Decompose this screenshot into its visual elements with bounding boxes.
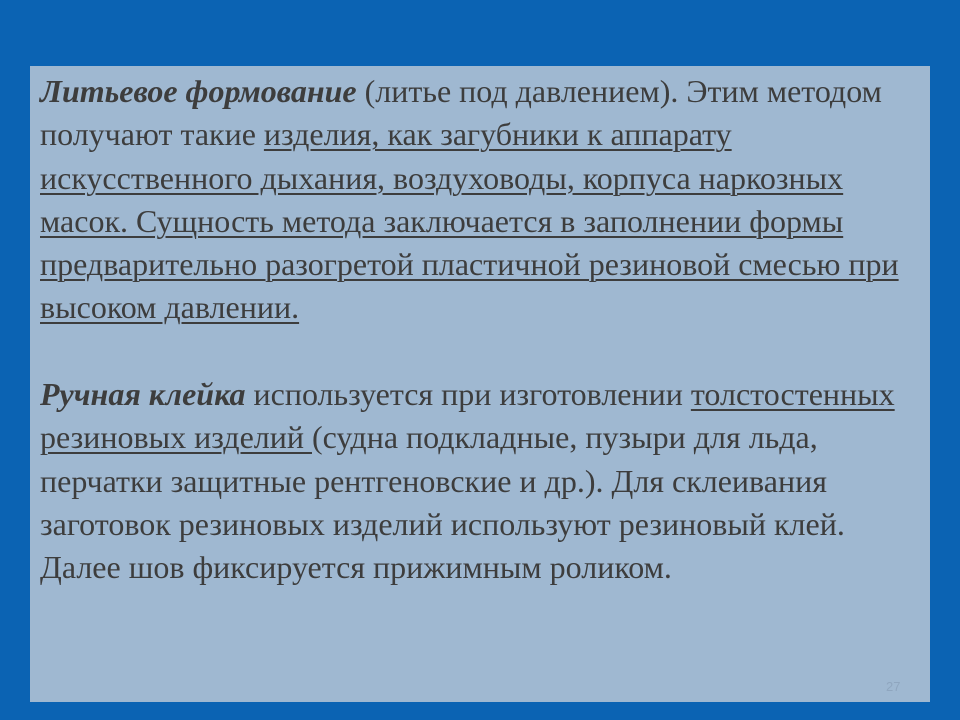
paragraph-2-intro: используется при изготовлении (245, 376, 691, 413)
paragraph-2-underlined-text: толстостенных резиновых изделий (40, 376, 895, 456)
term-injection-molding: Литьевое формование (40, 73, 357, 109)
paragraph-spacer (40, 330, 930, 373)
paragraph-manual-gluing (40, 373, 930, 589)
slide-content (40, 70, 930, 590)
paragraph-1-intro: (литье под давлением). Этим методом получают такие (40, 73, 882, 153)
term-manual-gluing: Ручная клейка (40, 376, 246, 413)
paragraph-2-rest: (судна подкладные, пузыри для льда, перчатки защитные рентгеновские и др.). Для склеивания заготовок резиновых изделий используют резиновый клей. Далее шов фиксируется прижимным роликом. (40, 419, 845, 586)
paragraph-injection-molding (40, 70, 930, 330)
paragraph-1-underlined-text: изделия, как загубники к аппарату искусственного дыхания, воздуховоды, корпуса наркозных масок. Сущность метода заключается в заполнении формы предварительно разогретой пластичной резиновой смесью при высоком давлении. (40, 116, 899, 326)
page-number: 27 (886, 679, 901, 694)
